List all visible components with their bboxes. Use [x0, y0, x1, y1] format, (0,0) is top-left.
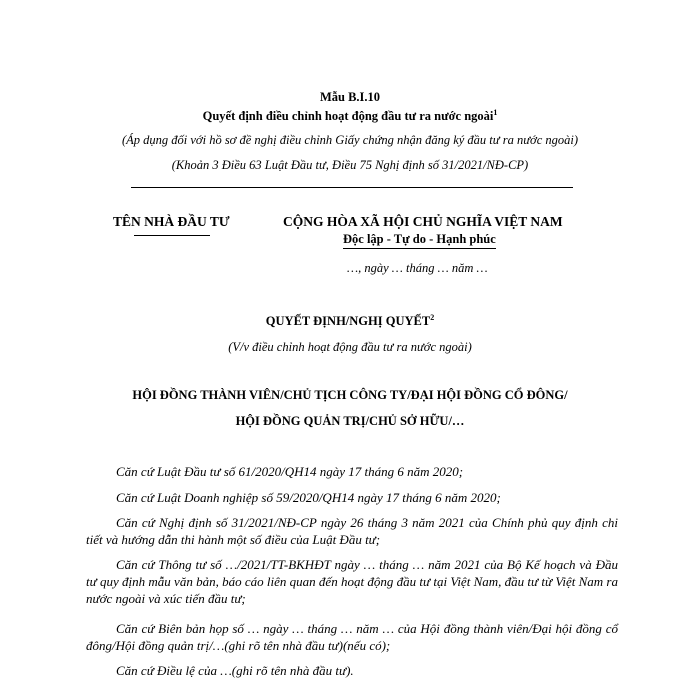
decision-title: QUYẾT ĐỊNH/NGHỊ QUYẾT$^2$ [265, 312, 435, 328]
national-motto: Độc lập - Tự do - Hạnh phúc [343, 232, 496, 249]
form-code: Mẫu B.I.10 [319, 90, 381, 104]
form-applicability: (Áp dụng đối với hồ sơ đề nghị điều chỉnh Giấy chứng nhận đăng ký đầu tư ra nước ngoài) [121, 133, 579, 147]
decision-subject: (V/v điều chỉnh hoạt động đầu tư ra nước ngoài) [228, 340, 472, 354]
investor-underline [134, 235, 210, 236]
basis-paragraph: Căn cứ Thông tư số …/2021/TT-BKHĐT ngày … tháng … năm 2021 của Bộ Kế hoạch và Đầu tư quy định mẫu văn bản, báo cáo liên quan đến hoạt động đầu tư tại Việt Nam, đầu tư từ Việt Nam ra nước ngoài và xúc tiến đầu tư; [86, 557, 618, 606]
footnote-ref-1: 1 [493, 107, 498, 117]
date-line: …, ngày … tháng … năm … [347, 261, 488, 275]
basis-paragraph: Căn cứ Luật Doanh nghiệp số 59/2020/QH14 ngày 17 tháng 6 năm 2020; [116, 490, 501, 505]
basis-paragraph: Căn cứ Nghị định số 31/2021/NĐ-CP ngày 26 tháng 3 năm 2021 của Chính phủ quy định chi tiết và hướng dẫn thi hành một số điều của Luật Đầu tư; [86, 515, 618, 547]
investor-name: TÊN NHÀ ĐẦU TƯ [113, 214, 230, 229]
authority-line-1: HỘI ĐỒNG THÀNH VIÊN/CHỦ TỊCH CÔNG TY/ĐẠI HỘI ĐỒNG CỔ ĐÔNG/ [132, 388, 568, 402]
basis-paragraph: Căn cứ Điều lệ của …(ghi rõ tên nhà đầu tư). [116, 663, 354, 678]
form-legal-basis: (Khoản 3 Điều 63 Luật Đầu tư, Điều 75 Nghị định số 31/2021/NĐ-CP) [171, 158, 529, 172]
authority-line-2: HỘI ĐỒNG QUẢN TRỊ/CHỦ SỞ HỮU/… [235, 414, 465, 428]
header-divider [131, 187, 573, 188]
republic-title: CỘNG HÒA XÃ HỘI CHỦ NGHĨA VIỆT NAM [283, 214, 563, 229]
footnote-ref-2: 2 [430, 312, 435, 322]
form-title: Quyết định điều chỉnh hoạt động đầu tư ra nước ngoài$^1$ [202, 107, 498, 123]
basis-paragraph: Căn cứ Biên bản họp số … ngày … tháng … năm … của Hội đồng thành viên/Đại hội đồng cổ đông/Hội đồng quản trị/…(ghi rõ tên nhà đầu tư)(nếu có); [86, 621, 618, 653]
basis-paragraph: Căn cứ Luật Đầu tư số 61/2020/QH14 ngày 17 tháng 6 năm 2020; [116, 464, 464, 479]
